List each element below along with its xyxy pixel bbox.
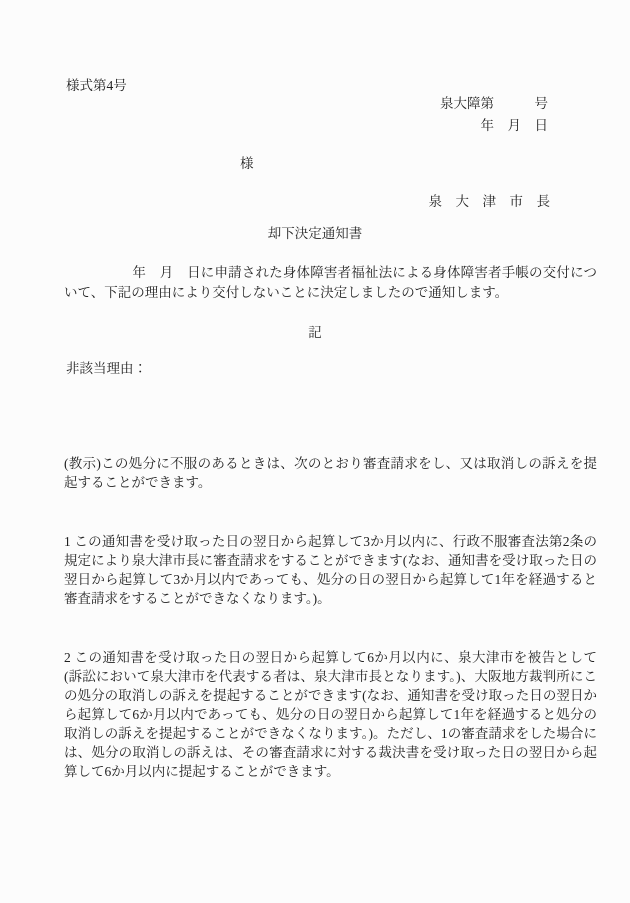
document-title: 却下決定通知書 <box>267 226 363 241</box>
addressee-honorific: 様 <box>240 156 254 171</box>
appeal-item-2: 2 この通知書を受け取った日の翌日から起算して6か月以内に、泉大津市を被告として(訴訟において泉大津市を代表する者は、泉大津市長となります。)、大阪地方裁判所にこの処分の取消しの訴えを提起することができます(なお、通知書を受け取った日の翌日から起算して6か月以内であっても、処分の日の翌日から起算して1年を経過すると処分の取消しの訴えを提起することができなくなります。)。ただし、1の審査請求をした場合には、処分の取消しの訴えは、その審査請求に対する裁決書を受け取った日の翌日から起算して6か月以内に提起することができます。 <box>64 650 597 779</box>
form-number: 様式第4号 <box>66 78 127 93</box>
reference-number: 泉大障第 号 <box>440 96 548 111</box>
non-eligibility-reason-label: 非該当理由： <box>66 361 147 376</box>
appeal-instructions <box>64 414 597 821</box>
appeal-item-1: 1 この通知書を受け取った日の翌日から起算して3か月以内に、行政不服審査法第2条の規定により泉大津市長に審査請求をすることができます(なお、通知書を受け取った日の翌日から起算して3か月以内であっても、処分の日の翌日から起算して1年を経過すると審査請求をすることができなくなります。)。 <box>64 534 597 606</box>
date-blank-line: 年 月 日 <box>480 118 548 133</box>
sender-city-mayor: 泉 大 津 市 長 <box>428 194 550 209</box>
record-marker: 記 <box>308 325 322 340</box>
intro-paragraph: 年 月 日に申請された身体障害者福祉法による身体障害者手帳の交付について、下記の理由により交付しないことに決定しましたので通知します。 <box>64 265 597 300</box>
appeal-notice-intro: (教示)この処分に不服のあるときは、次のとおり審査請求をし、又は取消しの訴えを提起することができます。 <box>64 456 597 490</box>
